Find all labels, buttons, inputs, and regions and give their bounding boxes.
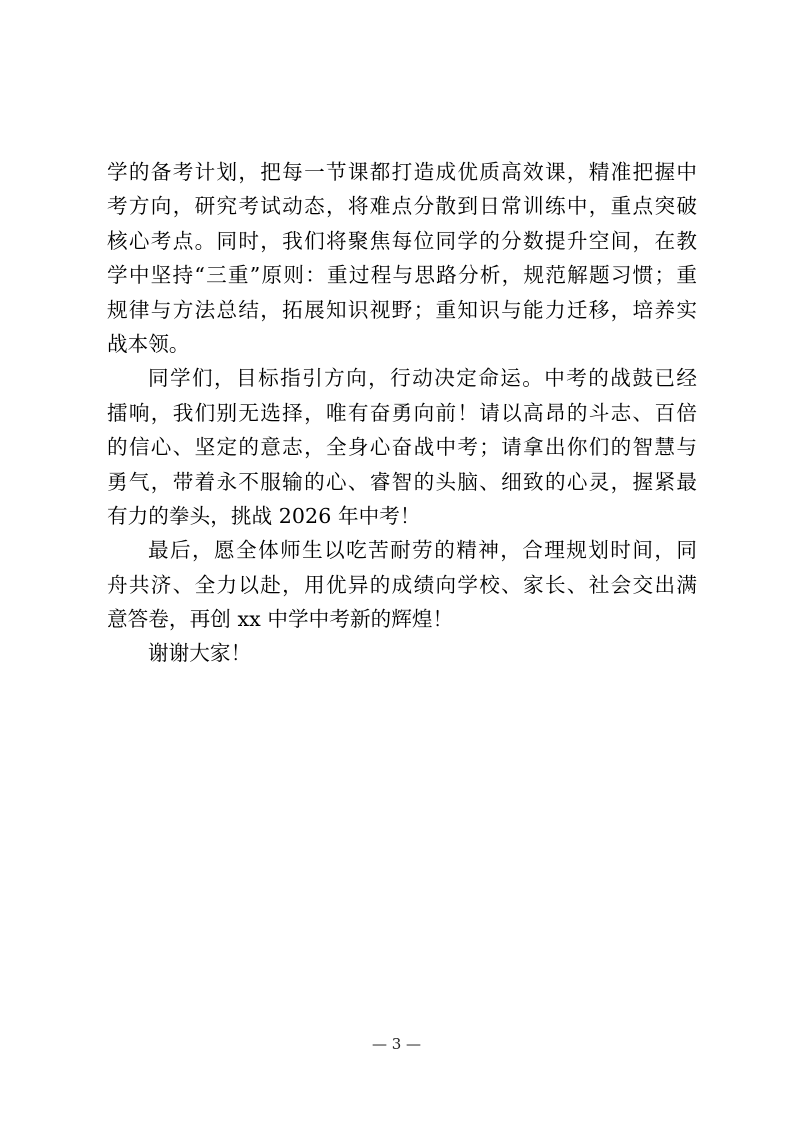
page-number: — 3 —: [371, 1035, 422, 1053]
text-line: 学中坚持“三重”原则：重过程与思路分析，规范解题习惯；重: [107, 263, 697, 288]
text-line: 核心考点。同时，我们将聚焦每位同学的分数提升空间，在教: [107, 228, 697, 253]
text-line: 规律与方法总结，拓展知识视野；重知识与能力迁移，培养实: [107, 297, 697, 322]
text-line: 舟共济、全力以赴，用优异的成绩向学校、家长、社会交出满: [107, 572, 697, 597]
paragraph-start-line: 最后，愿全体师生以吃苦耐劳的精神，合理规划时间，同: [148, 538, 697, 563]
text-line: 的信心、坚定的意志，全身心奋战中考；请拿出你们的智慧与: [107, 435, 697, 460]
text-line: 有力的拳头，挑战 2026 年中考！: [107, 503, 421, 528]
text-line: 勇气，带着永不服输的心、睿智的头脑、细致的心灵，握紧最: [107, 469, 697, 494]
closing-line: 谢谢大家！: [148, 641, 252, 666]
text-line: 考方向，研究考试动态，将难点分散到日常训练中，重点突破: [107, 194, 697, 219]
paragraph-start-line: 同学们，目标指引方向，行动决定命运。中考的战鼓已经: [148, 366, 697, 391]
text-line: 意答卷，再创 xx 中学中考新的辉煌！: [107, 607, 454, 632]
text-line: 擂响，我们别无选择，唯有奋勇向前！请以高昂的斗志、百倍: [107, 400, 697, 425]
text-line: 学的备考计划，把每一节课都打造成优质高效课，精准把握中: [107, 160, 697, 184]
text-line: 战本领。: [107, 331, 190, 356]
body-text: [107, 155, 697, 671]
